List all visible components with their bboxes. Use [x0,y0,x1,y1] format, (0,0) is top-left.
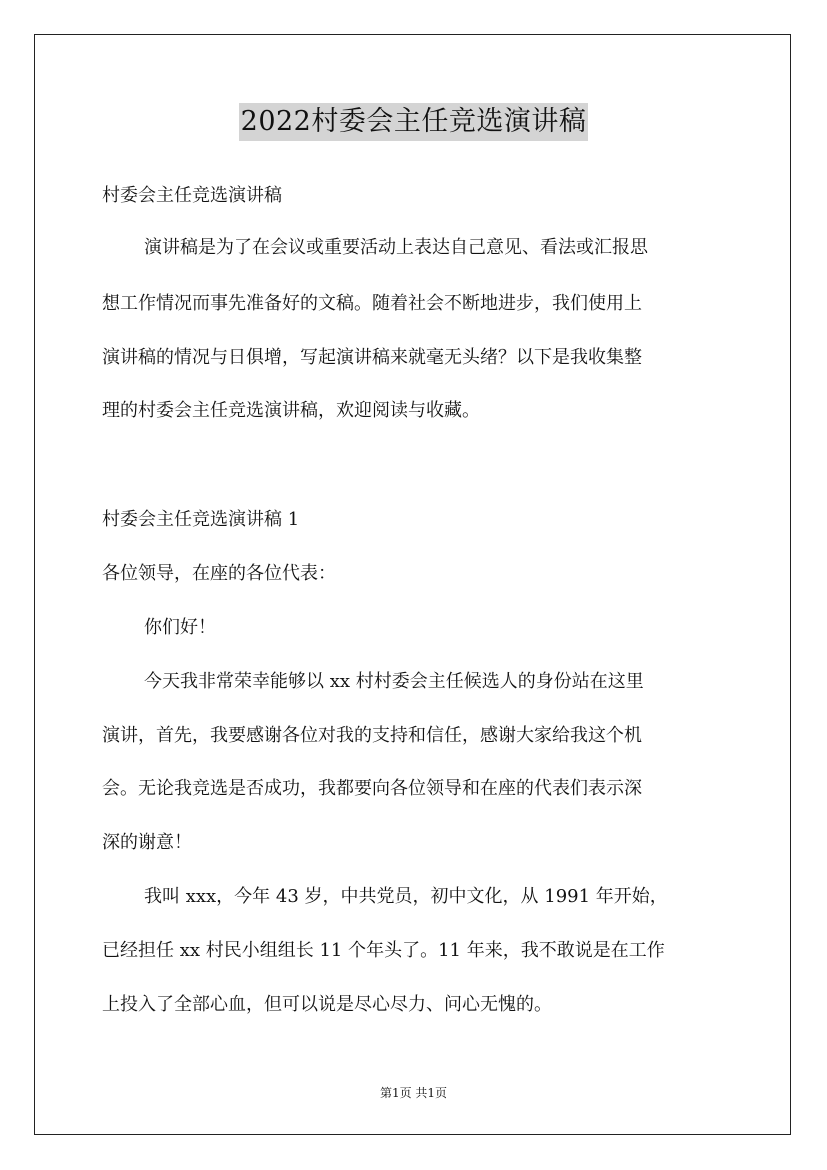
greeting: 你们好！ [144,617,216,638]
paragraph-line: 演讲，首先，我要感谢各位对我的支持和信任，感谢大家给我这个机 [102,725,642,746]
paragraph-line: 演讲稿是为了在会议或重要活动上表达自己意见、看法或汇报思 [144,237,648,258]
paragraph-line: 今天我非常荣幸能够以 xx 村村委会主任候选人的身份站在这里 [144,671,644,692]
paragraph-line: 已经担任 xx 村民小组组长 11 个年头了。11 年来，我不敢说是在工作 [102,940,665,961]
paragraph-line: 深的谢意！ [102,832,192,853]
paragraph-line: 理的村委会主任竞选演讲稿，欢迎阅读与收藏。 [102,400,480,421]
salutation: 各位领导，在座的各位代表： [102,563,336,584]
page-number-footer: 第1页 共1页 [379,1086,448,1100]
heading-line: 村委会主任竞选演讲稿 [102,185,282,206]
paragraph-line: 会。无论我竞选是否成功，我都要向各位领导和在座的代表们表示深 [102,778,642,799]
paragraph-line: 演讲稿的情况与日俱增，写起演讲稿来就毫无头绪？以下是我收集整 [102,347,642,368]
paragraph-line: 想工作情况而事先准备好的文稿。随着社会不断地进步，我们使用上 [102,293,642,314]
section-heading: 村委会主任竞选演讲稿 1 [102,509,300,530]
title-container [0,103,827,141]
document-title: 2022村委会主任竞选演讲稿 [239,103,589,141]
paragraph-line: 我叫 xxx，今年 43 岁，中共党员，初中文化，从 1991 年开始， [144,886,668,907]
paragraph-line: 上投入了全部心血，但可以说是尽心尽力、问心无愧的。 [102,994,552,1015]
